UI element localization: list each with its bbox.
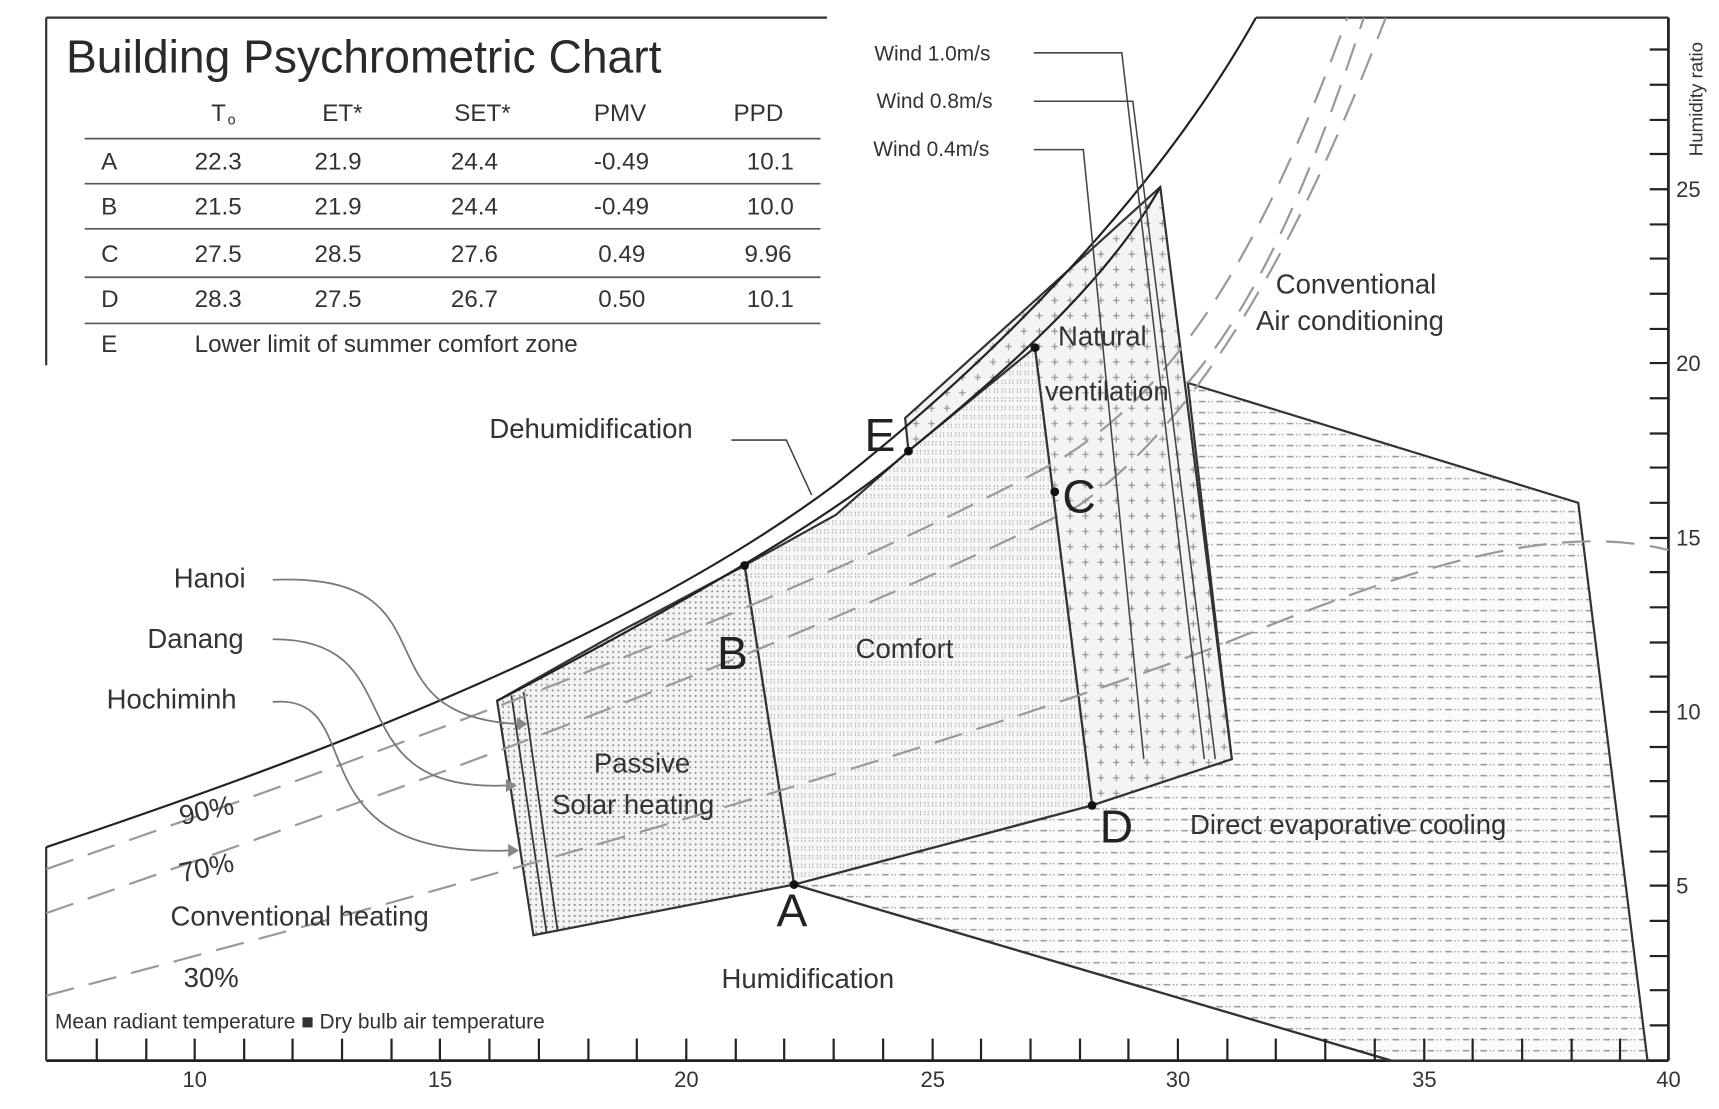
svg-text:10.1: 10.1 bbox=[746, 148, 794, 176]
svg-text:E: E bbox=[101, 331, 118, 359]
svg-text:o: o bbox=[227, 112, 236, 129]
svg-text:10.0: 10.0 bbox=[746, 193, 794, 221]
svg-text:20: 20 bbox=[1676, 350, 1701, 376]
point-c-label: C bbox=[1062, 470, 1096, 523]
svg-text:ET*: ET* bbox=[322, 100, 363, 128]
svg-text:10.1: 10.1 bbox=[746, 285, 794, 313]
svg-text:21.9: 21.9 bbox=[314, 148, 362, 176]
svg-text:10: 10 bbox=[1676, 699, 1701, 725]
svg-text:Lower limit of summer comfort: Lower limit of summer comfort zone bbox=[194, 331, 578, 359]
x-axis-tick-labels bbox=[183, 1067, 1681, 1092]
svg-text:27.5: 27.5 bbox=[314, 285, 362, 313]
svg-text:21.9: 21.9 bbox=[314, 193, 362, 221]
point-e-marker bbox=[904, 447, 913, 456]
comfort-label: Comfort bbox=[855, 632, 954, 664]
svg-text:26.7: 26.7 bbox=[450, 285, 498, 313]
direct-evaporative-label: Direct evaporative cooling bbox=[1189, 808, 1507, 840]
svg-text:25: 25 bbox=[1676, 176, 1701, 202]
svg-text:SET*: SET* bbox=[454, 100, 511, 128]
conventional-heating-label: Conventional heating bbox=[170, 900, 429, 932]
natural-label: Natural bbox=[1058, 320, 1147, 352]
point-top-marker bbox=[1031, 343, 1040, 352]
conventional-ac-label-1: Conventional bbox=[1275, 268, 1437, 300]
point-c-marker bbox=[1050, 487, 1059, 496]
x-axis-label: Mean radiant temperature ■ Dry bulb air temperature bbox=[54, 1010, 545, 1034]
svg-text:20: 20 bbox=[674, 1066, 699, 1092]
point-a-label: A bbox=[776, 884, 808, 937]
point-b-marker bbox=[740, 561, 749, 570]
hanoi-label: Hanoi bbox=[173, 562, 246, 594]
svg-text:28.3: 28.3 bbox=[194, 285, 242, 313]
point-e-label: E bbox=[864, 409, 896, 462]
rh-30-label: 30% bbox=[183, 961, 239, 993]
dehumidification-leader bbox=[731, 440, 811, 495]
svg-text:35: 35 bbox=[1412, 1066, 1437, 1092]
svg-text:-0.49: -0.49 bbox=[593, 148, 650, 176]
chart-title: Building Psychrometric Chart bbox=[65, 30, 662, 83]
svg-text:9.96: 9.96 bbox=[744, 240, 792, 268]
svg-text:A: A bbox=[101, 148, 118, 176]
svg-text:B: B bbox=[101, 193, 118, 221]
y-axis-tick-labels bbox=[1676, 177, 1700, 898]
point-d-label: D bbox=[1099, 800, 1134, 853]
passive-label: Passive bbox=[593, 747, 691, 779]
wind-0-8-label: Wind 0.8m/s bbox=[876, 89, 993, 113]
rh-70-label: 70% bbox=[176, 846, 237, 889]
humidification-label: Humidification bbox=[721, 962, 895, 994]
svg-text:24.4: 24.4 bbox=[450, 193, 498, 221]
wind-0-4-label: Wind 0.4m/s bbox=[873, 138, 990, 162]
y-axis-ticks bbox=[1650, 50, 1669, 1026]
svg-text:15: 15 bbox=[1676, 525, 1701, 551]
y-axis-label: Humidity ratio bbox=[1685, 41, 1707, 157]
svg-text:0.49: 0.49 bbox=[598, 240, 646, 268]
wind-1-0-label: Wind 1.0m/s bbox=[874, 42, 991, 66]
svg-text:PPD: PPD bbox=[733, 100, 784, 128]
point-b-label: B bbox=[717, 626, 748, 679]
svg-text:21.5: 21.5 bbox=[194, 193, 242, 221]
svg-text:27.6: 27.6 bbox=[450, 240, 498, 268]
rh-90-label: 90% bbox=[176, 789, 237, 832]
svg-text:27.5: 27.5 bbox=[194, 240, 242, 268]
solar-heating-label: Solar heating bbox=[552, 789, 715, 821]
svg-text:5: 5 bbox=[1676, 873, 1689, 899]
svg-text:C: C bbox=[101, 240, 119, 268]
svg-text:22.3: 22.3 bbox=[194, 148, 242, 176]
conventional-ac-label-2: Air conditioning bbox=[1255, 305, 1444, 337]
point-d-marker bbox=[1088, 801, 1097, 810]
svg-text:15: 15 bbox=[427, 1066, 453, 1092]
dehumidification-label: Dehumidification bbox=[489, 412, 693, 444]
svg-text:24.4: 24.4 bbox=[450, 148, 498, 176]
hochiminh-label: Hochiminh bbox=[106, 683, 237, 715]
svg-text:0.50: 0.50 bbox=[598, 285, 646, 313]
svg-text:25: 25 bbox=[920, 1066, 946, 1092]
ventilation-label: ventilation bbox=[1044, 375, 1169, 407]
svg-text:10: 10 bbox=[182, 1066, 208, 1092]
svg-text:30: 30 bbox=[1165, 1066, 1191, 1092]
svg-text:T: T bbox=[211, 100, 226, 128]
danang-label: Danang bbox=[147, 623, 244, 655]
city-leaders bbox=[273, 580, 517, 851]
svg-text:PMV: PMV bbox=[593, 100, 647, 128]
svg-text:D: D bbox=[101, 285, 119, 313]
svg-text:-0.49: -0.49 bbox=[593, 193, 650, 221]
svg-text:28.5: 28.5 bbox=[314, 240, 362, 268]
svg-text:40: 40 bbox=[1656, 1066, 1681, 1092]
